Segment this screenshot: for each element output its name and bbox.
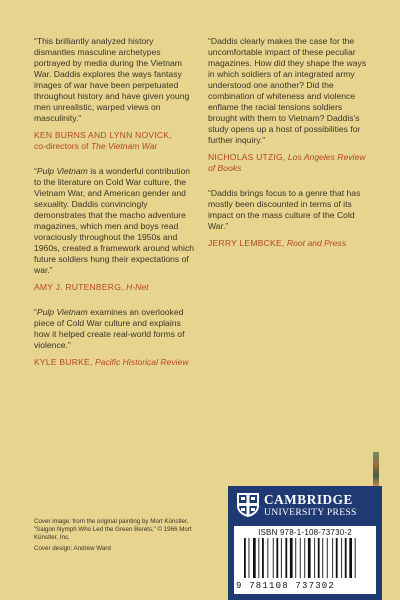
attribution-burke: KYLE BURKE, Pacific Historical Review [34, 357, 189, 367]
barcode-bar [336, 538, 338, 578]
publisher-name-line1: CAMBRIDGE [264, 492, 353, 507]
cambridge-crest-icon [236, 492, 260, 518]
barcode-bar [258, 538, 259, 578]
barcode-bar [300, 538, 301, 578]
quote-rutenberg: “Pulp Vietnam is a wonderful contribution to the literature on Cold War culture, the Vietnam War, and American gender and sexuality. Daddis convincingly demonstrates that the macho adventure magazines, which men and boys read voraciously throughout the 1950s and 1960s, created a framework around which future soldiers hung their expectations of war.” [34, 166, 195, 275]
attribution-burns-novick: KEN BURNS AND LYNN NOVICK, co-directors of The Vietnam War [34, 130, 172, 151]
cover-credits [34, 518, 196, 556]
barcode-bar [249, 538, 250, 578]
barcode-bar [322, 538, 323, 578]
cover-image-credit: Cover image: from the original painting by Mort Künstler, “Saigon Nymph Who Led the Green Berets,” © 1966 Mort Künstler, Inc. [34, 518, 192, 541]
attribution-utzig: NICHOLAS UTZIG, Los Angeles Review of Books [208, 152, 366, 173]
barcode-bar [304, 538, 305, 578]
quote-burke: “Pulp Vietnam examines an overlooked piece of Cold War culture and explains how it helped create real-world forms of violence.” [34, 307, 185, 350]
quote-utzig: “Daddis clearly makes the case for the uncomfortable impact of these peculiar magazines. How did they shape the ways in which soldiers of an integrated army understood one another? Did the combination of whiteness and violence enflame the racial tensions soldiers brought with them to Vietnam? Daddis’s study opens up a host of possibilities for further inquiry.” [208, 36, 367, 145]
barcode-bar [262, 538, 264, 578]
right-column [208, 36, 373, 263]
left-column [34, 36, 196, 382]
isbn-digits: 9 781108 737302 [236, 581, 336, 591]
barcode-bar [355, 538, 356, 578]
barcode-bar [332, 538, 333, 578]
barcode-bar [318, 538, 320, 578]
barcode-bar [314, 538, 315, 578]
barcode-bar [285, 538, 287, 578]
barcode-icon [240, 538, 370, 582]
publisher-name-line2: UNIVERSITY PRESS [264, 507, 357, 518]
isbn-label: ISBN 978-1-108-73730-2 [258, 528, 352, 537]
attribution-lembcke: JERRY LEMBCKE, Root and Press [208, 238, 347, 248]
barcode-bar [267, 538, 268, 578]
barcode-bar [253, 538, 256, 578]
quote-burns-novick: “This brilliantly analyzed history dismantles masculine archetypes portrayed by media during the Vietnam War. Daddis explores the ways fantasy images of war have been perpetuated throughout history and have given young men unrealistic, warped views on masculinity.” [34, 36, 190, 123]
barcode-bar [295, 538, 296, 578]
quote-lembcke: “Daddis brings focus to a genre that has mostly been discounted in terms of its impact on the mass culture of the Cold War.” [208, 188, 361, 231]
publisher-name [264, 493, 382, 518]
publisher-box [228, 486, 382, 600]
barcode-bar [244, 538, 246, 578]
barcode-bar [308, 538, 311, 578]
attribution-rutenberg: AMY J. RUTENBERG, H-Net [34, 282, 149, 292]
barcode-bar [341, 538, 342, 578]
cover-design-credit: Cover design: Andrew Ward [34, 545, 111, 552]
barcode-bar [273, 538, 274, 578]
barcode-bar [345, 538, 347, 578]
barcode-bar [276, 538, 278, 578]
cover-art-fragment [373, 452, 379, 486]
barcode-panel [234, 526, 376, 594]
barcode-bar [290, 538, 293, 578]
barcode-bar [349, 538, 352, 578]
barcode-bar [281, 538, 282, 578]
barcode-bar [327, 538, 328, 578]
